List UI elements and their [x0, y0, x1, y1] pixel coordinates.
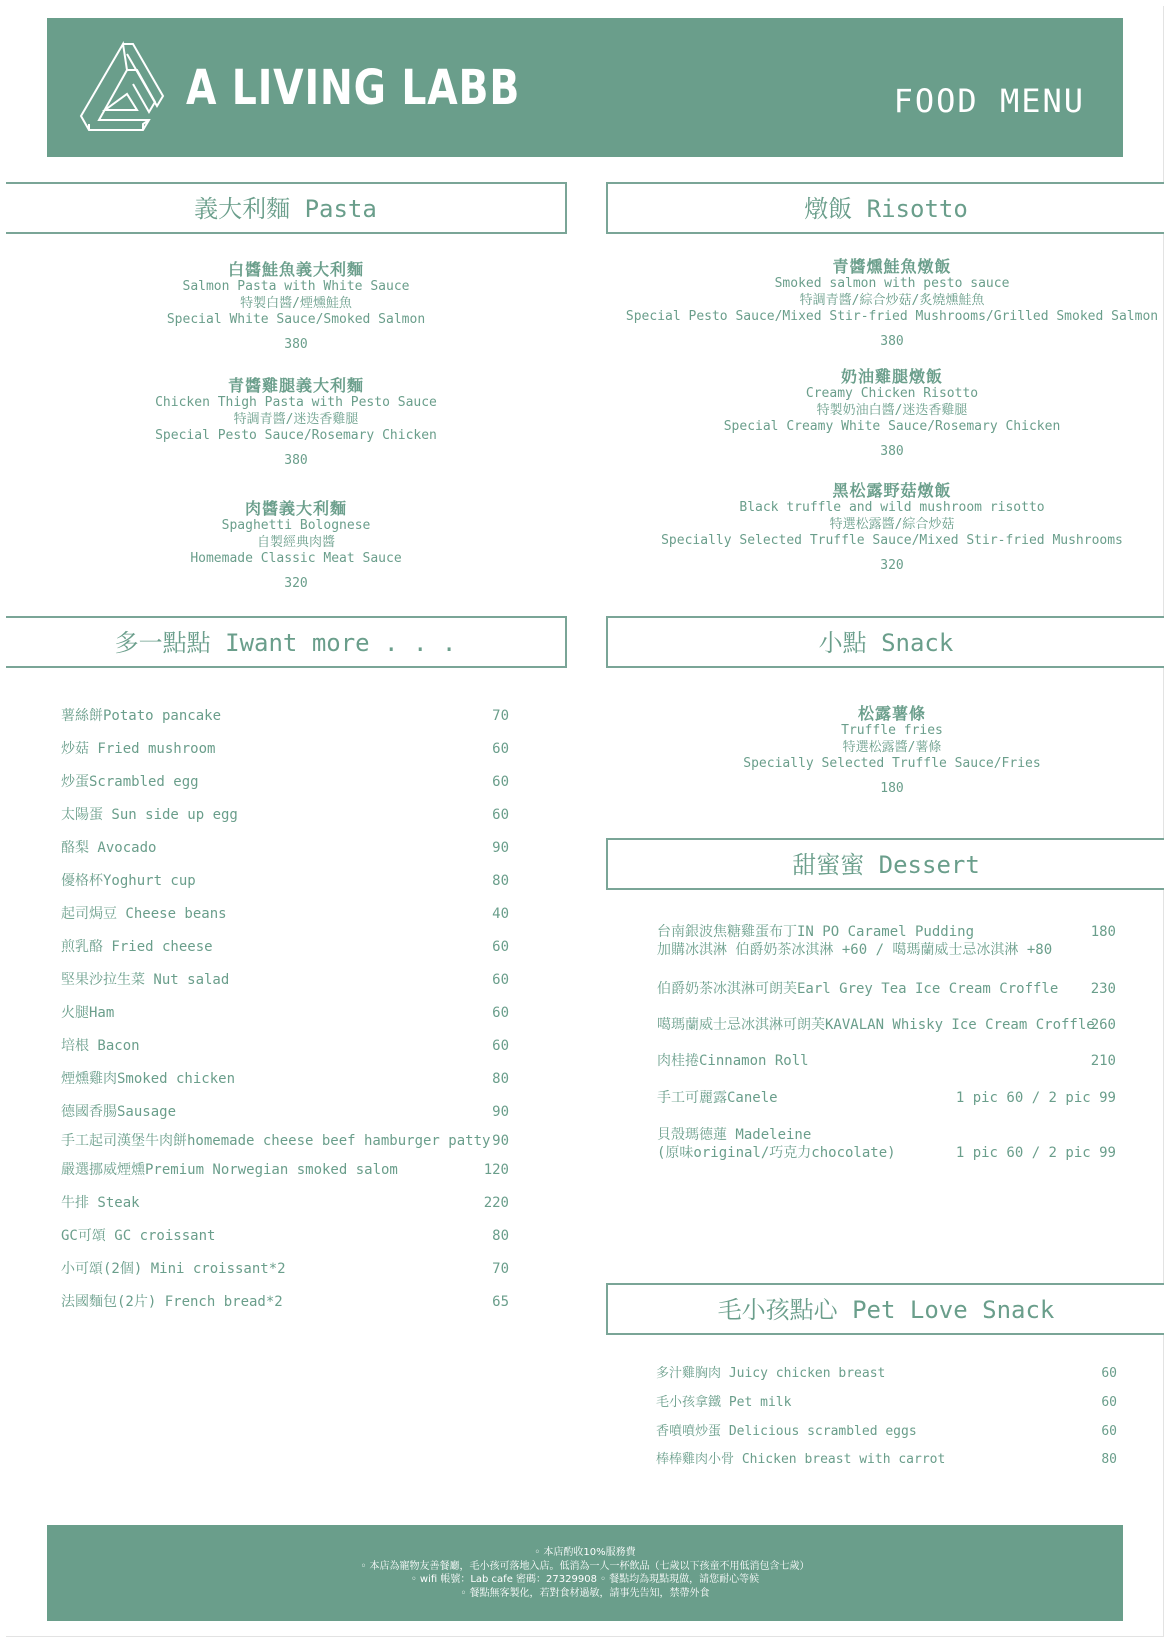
item-price: 230 — [1090, 981, 1116, 997]
pasta-dish-chicken — [6, 376, 586, 469]
more-item — [61, 1292, 509, 1312]
footer-note: ◦ 餐點無客製化，若對食材過敏，請事先告知，禁帶外食 — [460, 1587, 710, 1599]
dish-desc-en: Special White Sauce/Smoked Salmon — [166, 312, 426, 327]
dish-price: 380 — [880, 443, 904, 459]
dish-price: 180 — [880, 780, 904, 796]
item-price: 40 — [492, 906, 509, 922]
dish-desc-zh: 特調青醬/迷迭香雞腿 — [233, 411, 359, 427]
item-price: 80 — [492, 1228, 509, 1244]
menu-title: FOOD MENU — [893, 82, 1085, 120]
pet-item — [656, 1393, 1117, 1413]
more-section-header: 多一點點 Iwant more . . . — [6, 616, 567, 668]
pasta-section-header: 義大利麵 Pasta — [6, 182, 567, 234]
item-name: 伯爵奶茶冰淇淋可朗芙Earl Grey Tea Ice Cream Croffle — [657, 981, 1059, 997]
dessert-item — [657, 1051, 1116, 1071]
item-price: 60 — [492, 774, 509, 790]
dish-name-en: Creamy Chicken Risotto — [805, 386, 979, 401]
dish-desc-zh: 特製白醬/煙燻鮭魚 — [240, 295, 352, 311]
dish-desc-zh: 自製經典肉醬 — [256, 534, 335, 550]
pasta-dish-salmon — [6, 260, 586, 353]
pasta-dish-bolognese — [6, 499, 586, 592]
item-price: 70 — [492, 1261, 509, 1277]
pet-item — [656, 1450, 1117, 1470]
item-name: 薯絲餅Potato pancake — [61, 708, 222, 724]
dish-name-zh: 青醬燻鮭魚燉飯 — [832, 257, 952, 276]
item-name: 培根 Bacon — [61, 1038, 140, 1054]
dish-desc-en: Specially Selected Truffle Sauce/Fries — [743, 756, 1041, 771]
brand-name: A LIVING LABB — [186, 60, 521, 116]
dish-name-en: Chicken Thigh Pasta with Pesto Sauce — [155, 395, 437, 410]
dish-price: 320 — [284, 575, 308, 591]
logo-icon — [77, 40, 165, 134]
snack-dish-truffle-fries — [606, 704, 1170, 797]
dish-name-zh: 奶油雞腿燉飯 — [840, 367, 943, 386]
item-name: 嚴選挪威煙燻Premium Norwegian smoked salom — [61, 1162, 398, 1178]
more-item — [61, 1131, 509, 1151]
pet-section-header: 毛小孩點心 Pet Love Snack — [606, 1283, 1164, 1335]
item-name: 噶瑪蘭威士忌冰淇淋可朗芙KAVALAN Whisky Ice Cream Croffle — [657, 1017, 1095, 1033]
pet-item — [656, 1364, 1117, 1384]
footer-note: ◦ wifi 帳號：Lab cafe 密碼：27329908 ◦ 餐點均為現點現做，請您耐心等候 — [410, 1574, 760, 1585]
footer-banner — [47, 1525, 1123, 1621]
dish-desc-zh: 特製奶油白醬/迷迭香雞腿 — [816, 402, 968, 418]
item-price: 65 — [492, 1294, 509, 1310]
item-price: 210 — [1090, 1053, 1116, 1069]
dish-name-en: Truffle fries — [841, 723, 943, 738]
dish-name-zh: 白醬鮭魚義大利麵 — [227, 260, 364, 279]
more-item — [61, 706, 509, 726]
item-variant: (原味original/巧克力chocolate) — [657, 1145, 896, 1161]
pet-item — [656, 1422, 1117, 1442]
item-name: 牛排 Steak — [61, 1195, 140, 1211]
dessert-item — [657, 979, 1116, 999]
more-item — [61, 1003, 509, 1023]
item-name: 炒菇 Fried mushroom — [61, 741, 216, 757]
dish-price: 380 — [284, 452, 308, 468]
item-price: 120 — [483, 1162, 509, 1178]
more-item — [61, 1160, 509, 1180]
dish-price: 380 — [880, 333, 904, 349]
dish-name-zh: 松露薯條 — [857, 704, 926, 723]
item-name: 煙燻雞肉Smoked chicken — [61, 1071, 236, 1087]
item-name: 台南銀波焦糖雞蛋布丁IN PO Caramel Pudding — [657, 924, 975, 940]
dish-price: 320 — [880, 557, 904, 573]
risotto-dish-salmon — [606, 257, 1170, 350]
item-price: 80 — [1101, 1452, 1117, 1467]
item-name: 香噴噴炒蛋 Delicious scrambled eggs — [656, 1424, 917, 1439]
dish-name-zh: 黑松露野菇燉飯 — [832, 481, 952, 500]
more-item — [61, 1259, 509, 1279]
dessert-section-header: 甜蜜蜜 Dessert — [606, 838, 1164, 890]
item-name: 火腿Ham — [61, 1005, 115, 1021]
item-name: 堅果沙拉生菜 Nut salad — [61, 972, 230, 988]
more-item — [61, 937, 509, 957]
dish-name-en: Spaghetti Bolognese — [221, 518, 371, 533]
dish-desc-en: Specially Selected Truffle Sauce/Mixed Stir-fried Mushrooms — [661, 533, 1123, 548]
more-item — [61, 1102, 509, 1122]
item-price: 90 — [492, 1104, 509, 1120]
item-name: 小可頌(2個) Mini croissant*2 — [61, 1261, 286, 1277]
item-price: 1 pic 60 / 2 pic 99 — [955, 1145, 1116, 1161]
dessert-item — [657, 1015, 1116, 1035]
more-item — [61, 739, 509, 759]
item-name: 肉桂捲Cinnamon Roll — [657, 1053, 809, 1069]
item-price: 60 — [492, 1005, 509, 1021]
item-price: 90 — [492, 1133, 509, 1149]
item-price: 180 — [1090, 924, 1116, 940]
dish-name-zh: 青醬雞腿義大利麵 — [227, 376, 364, 395]
dish-price: 380 — [284, 336, 308, 352]
risotto-section-header: 燉飯 Risotto — [606, 182, 1164, 234]
risotto-dish-chicken — [606, 367, 1170, 460]
item-price: 1 pic 60 / 2 pic 99 — [955, 1090, 1116, 1106]
item-price: 60 — [492, 807, 509, 823]
item-name: 貝殼瑪德蓮 Madeleine — [657, 1127, 812, 1143]
more-item — [61, 805, 509, 825]
item-price: 60 — [1101, 1395, 1117, 1410]
dessert-item — [657, 1088, 1116, 1108]
item-price: 70 — [492, 708, 509, 724]
item-name: 煎乳酪 Fried cheese — [61, 939, 213, 955]
more-item — [61, 1226, 509, 1246]
dish-desc-zh: 特選松露醬/綜合炒菇 — [829, 516, 955, 532]
more-item — [61, 970, 509, 990]
dessert-item — [657, 1125, 1116, 1161]
dish-name-en: Black truffle and wild mushroom risotto — [739, 500, 1045, 515]
item-price: 60 — [1101, 1366, 1117, 1381]
item-price: 220 — [483, 1195, 509, 1211]
item-price: 60 — [492, 939, 509, 955]
item-price: 260 — [1090, 1017, 1116, 1033]
footer-note: ◦ 本店酌收10%服務費 — [534, 1547, 636, 1558]
item-price: 60 — [1101, 1424, 1117, 1439]
item-name: 毛小孩拿鐵 Pet milk — [656, 1395, 792, 1410]
item-price: 60 — [492, 741, 509, 757]
dish-name-zh: 肉醬義大利麵 — [244, 499, 347, 518]
item-price: 60 — [492, 1038, 509, 1054]
more-item — [61, 871, 509, 891]
dish-name-en: Salmon Pasta with White Sauce — [182, 279, 410, 294]
more-item — [61, 1069, 509, 1089]
item-price: 80 — [492, 1071, 509, 1087]
header-banner — [47, 18, 1123, 157]
more-item — [61, 904, 509, 924]
item-name: 德國香腸Sausage — [61, 1104, 177, 1120]
item-name: 多汁雞胸肉 Juicy chicken breast — [656, 1366, 886, 1381]
more-item — [61, 838, 509, 858]
dish-desc-en: Special Pesto Sauce/Rosemary Chicken — [155, 428, 437, 443]
more-item — [61, 1193, 509, 1213]
item-name: 手工起司漢堡牛肉餅homemade cheese beef hamburger patty — [61, 1133, 491, 1149]
risotto-dish-truffle — [606, 481, 1170, 574]
dish-desc-en: Special Pesto Sauce/Mixed Stir-fried Mushrooms/Grilled Smoked Salmon — [625, 309, 1159, 324]
item-name: 炒蛋Scrambled egg — [61, 774, 199, 790]
footer-note: ◦ 本店為寵物友善餐廳，毛小孩可落地入店。低消為一人一杯飲品（七歲以下孩童不用低消包含七歲） — [360, 1560, 810, 1572]
dish-desc-en: Homemade Classic Meat Sauce — [190, 551, 402, 566]
item-addon: 加購冰淇淋 伯爵奶茶冰淇淋 +60 / 噶瑪蘭威士忌冰淇淋 +80 — [657, 942, 1053, 958]
item-price: 60 — [492, 972, 509, 988]
item-name: 手工可麗露Canele — [657, 1090, 778, 1106]
dish-desc-zh: 特調青醬/綜合炒菇/炙燒燻鮭魚 — [799, 292, 985, 308]
item-name: 太陽蛋 Sun side up egg — [61, 807, 238, 823]
item-name: 酪梨 Avocado — [61, 840, 157, 856]
item-name: 起司焗豆 Cheese beans — [61, 906, 227, 922]
dish-desc-zh: 特選松露醬/薯條 — [842, 739, 942, 755]
item-name: 棒棒雞肉小骨 Chicken breast with carrot — [656, 1452, 946, 1467]
item-name: 法國麵包(2片) French bread*2 — [61, 1294, 283, 1310]
dish-name-en: Smoked salmon with pesto sauce — [774, 276, 1010, 291]
more-item — [61, 772, 509, 792]
snack-section-header: 小點 Snack — [606, 616, 1164, 668]
dish-desc-en: Special Creamy White Sauce/Rosemary Chicken — [723, 419, 1061, 434]
item-price: 90 — [492, 840, 509, 856]
item-name: 優格杯Yoghurt cup — [61, 873, 196, 889]
dessert-item — [657, 922, 1116, 958]
item-price: 80 — [492, 873, 509, 889]
item-name: GC可頌 GC croissant — [61, 1228, 216, 1244]
more-item — [61, 1036, 509, 1056]
